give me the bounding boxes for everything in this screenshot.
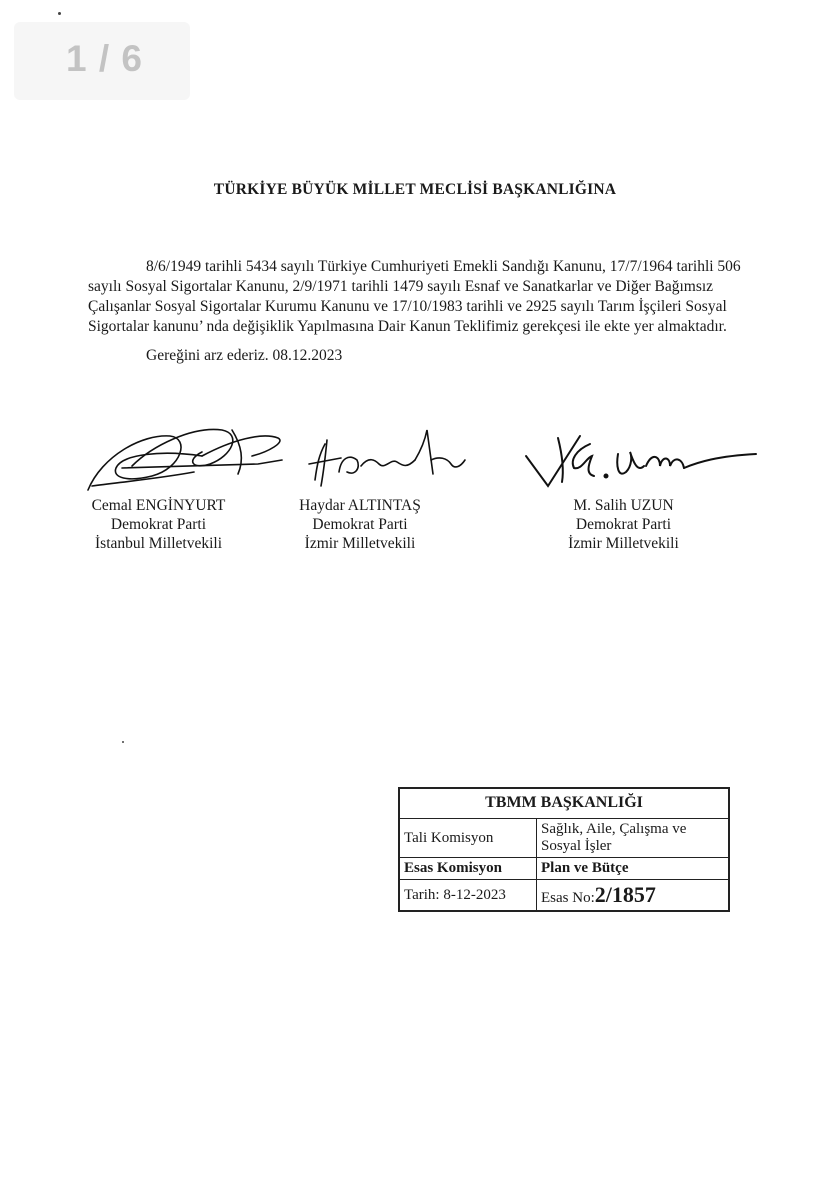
body-line: Çalışanlar Sosyal Sigortalar Kurumu Kanunu ve 17/10/1983 tarihli ve 2925 sayılı Tarım İşçileri Sosyal	[88, 298, 727, 315]
signer-party: Demokrat Parti	[110, 516, 207, 533]
signer-constituency: İzmir Milletvekili	[568, 535, 679, 552]
signer-constituency: İstanbul Milletvekili	[95, 535, 222, 552]
tali-komisyon-label: Tali Komisyon	[400, 819, 537, 858]
esas-no-value: 2/1857	[594, 882, 656, 907]
signer-2-block	[290, 496, 430, 553]
stamp-header: TBMM BAŞKANLIĞI	[400, 789, 729, 819]
body-line: 8/6/1949 tarihli 5434 sayılı Türkiye Cumhuriyeti Emekli Sandığı Kanunu, 17/7/1964 tarihli 506	[146, 258, 741, 275]
tali-komisyon-value-line: Sağlık, Aile, Çalışma ve	[541, 821, 687, 837]
signer-name: Haydar ALTINTAŞ	[299, 497, 421, 514]
document-title: TÜRKİYE BÜYÜK MİLLET MECLİSİ BAŞKANLIĞINA	[213, 181, 617, 198]
body-line: Sigortalar kanunu’ nda değişiklik Yapılmasına Dair Kanun Teklifimiz gerekçesi ile ekte yer almaktadır.	[88, 318, 727, 335]
signer-party: Demokrat Parti	[575, 516, 672, 533]
body-paragraph	[88, 257, 748, 337]
page-indicator-text: 1 / 6	[66, 38, 143, 79]
scan-speck	[58, 12, 61, 15]
signature-1-image	[82, 416, 292, 496]
stamp-date: Tarih: 8-12-2023	[400, 880, 537, 911]
signer-party: Demokrat Parti	[312, 516, 408, 533]
signer-1-block	[86, 496, 231, 553]
tali-komisyon-value-line: Sosyal İşler	[541, 838, 612, 854]
closing-line: Gereğini arz ederiz. 08.12.2023	[146, 347, 343, 364]
signer-constituency: İzmir Milletvekili	[304, 535, 416, 552]
esas-komisyon-value: Plan ve Bütçe	[537, 858, 729, 880]
signer-name: Cemal ENGİNYURT	[91, 497, 226, 514]
tali-komisyon-value	[537, 819, 729, 858]
signer-name: M. Salih UZUN	[573, 497, 674, 514]
signer-3-block	[556, 496, 691, 553]
tbmm-registry-stamp	[398, 787, 730, 912]
esas-no	[537, 880, 729, 911]
esas-no-label: Esas No:	[541, 890, 595, 906]
signature-3-image	[522, 426, 762, 492]
signature-2-image	[305, 420, 475, 490]
esas-komisyon-label: Esas Komisyon	[400, 858, 537, 880]
body-line: sayılı Sosyal Sigortalar Kanunu, 2/9/1971 tarihli 1479 sayılı Esnaf ve Sanatkarlar ve Diğer Bağımsız	[88, 278, 714, 295]
scan-speck	[122, 741, 124, 743]
page-indicator	[14, 22, 190, 100]
